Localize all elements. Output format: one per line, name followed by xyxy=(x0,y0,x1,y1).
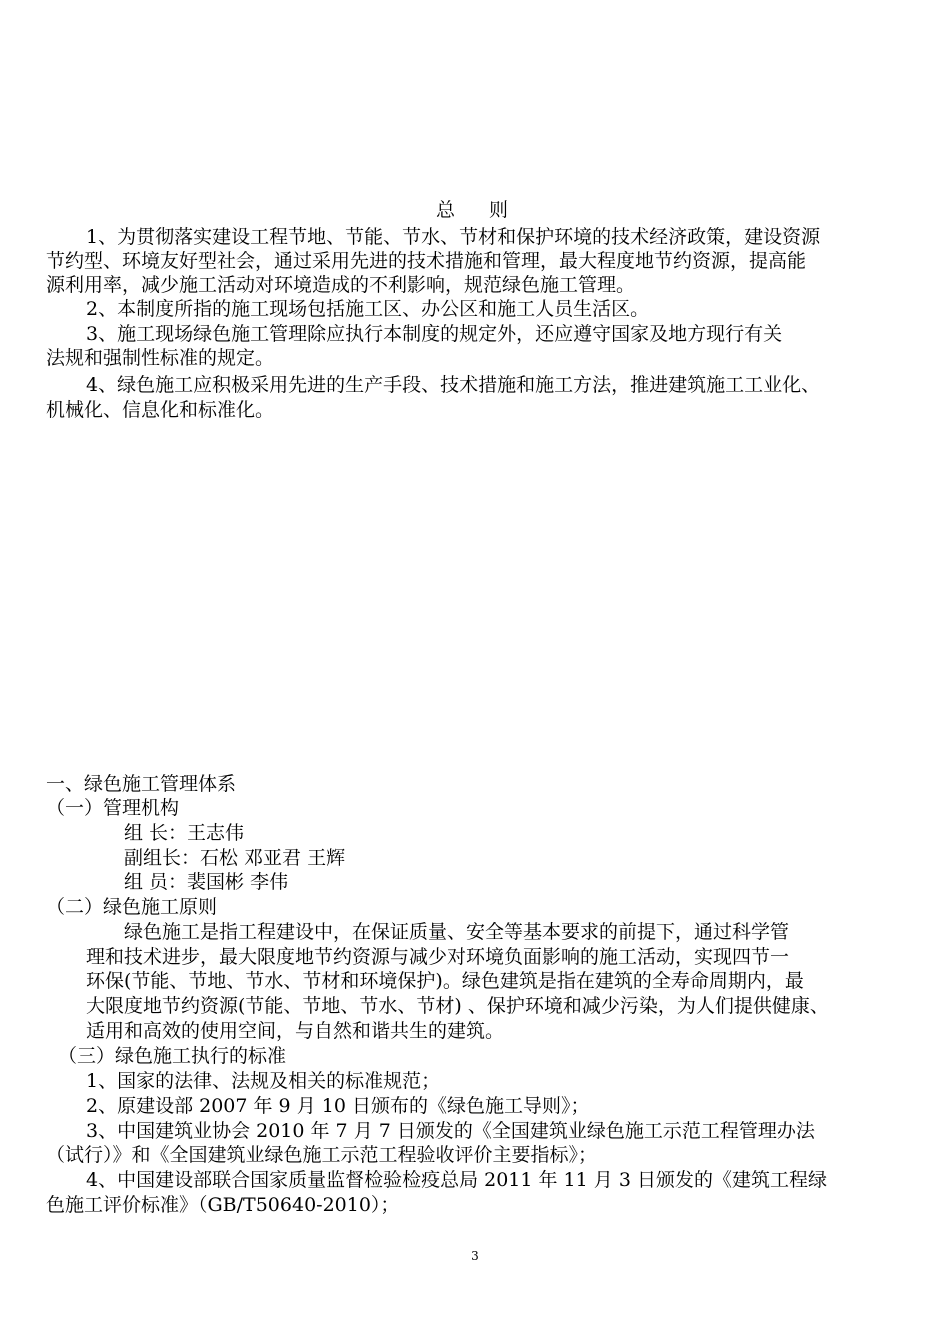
subsection-1-heading: （一）管理机构 xyxy=(46,797,180,819)
rule-1-line-3: 源利用率，减少施工活动对环境造成的不利影响，规范绿色施工管理。 xyxy=(46,274,636,296)
page-number: 3 xyxy=(471,1249,479,1263)
page-title: 总 则 xyxy=(435,199,523,221)
org-deputy-leaders: 副组长：石松 邓亚君 王辉 xyxy=(124,847,346,869)
rule-4-line-2: 机械化、信息化和标准化。 xyxy=(46,399,275,421)
standard-3-line-2: （试行）》和《全国建筑业绿色施工示范工程验收评价主要指标》； xyxy=(46,1144,598,1166)
org-leader: 组 长：王志伟 xyxy=(124,822,245,844)
principle-line-1: 绿色施工是指工程建设中，在保证质量、安全等基本要求的前提下，通过科学管 xyxy=(124,921,790,943)
principle-line-3: 环保(节能、节地、节水、节材和环境保护)。绿色建筑是指在建筑的全寿命周期内，最 xyxy=(86,970,804,992)
rule-3-line-2: 法规和强制性标准的规定。 xyxy=(46,347,275,369)
standard-4-line-2: 色施工评价标准》（GB/T50640-2010）； xyxy=(46,1194,400,1216)
standard-4-line-1: 4、中国建设部联合国家质量监督检验检疫总局 2011 年 11 月 3 日颁发的《建筑工程绿 xyxy=(86,1169,827,1191)
subsection-2-heading: （二）绿色施工原则 xyxy=(46,896,218,918)
standard-1: 1、国家的法律、法规及相关的标准规范； xyxy=(86,1070,441,1092)
rule-3-line-1: 3、施工现场绿色施工管理除应执行本制度的规定外，还应遵守国家及地方现行有关 xyxy=(86,323,783,345)
rule-1-line-1: 1、为贯彻落实建设工程节地、节能、节水、节材和保护环境的技术经济政策，建设资源 xyxy=(86,226,821,248)
section-heading: 一、绿色施工管理体系 xyxy=(46,773,237,795)
principle-line-4: 大限度地节约资源(节能、节地、节水、节材) 、保护环境和减少污染，为人们提供健康、 xyxy=(86,995,829,1017)
standard-2: 2、原建设部 2007 年 9 月 10 日颁布的《绿色施工导则》； xyxy=(86,1095,590,1117)
org-members: 组 员：裴国彬 李伟 xyxy=(124,871,289,893)
rule-4-line-1: 4、绿色施工应积极采用先进的生产手段、技术措施和施工方法，推进建筑施工工业化、 xyxy=(86,374,821,396)
rule-2: 2、本制度所指的施工现场包括施工区、办公区和施工人员生活区。 xyxy=(86,298,650,320)
subsection-3-heading: （三）绿色施工执行的标准 xyxy=(58,1045,287,1067)
standard-3-line-1: 3、中国建筑业协会 2010 年 7 月 7 日颁发的《全国建筑业绿色施工示范工程管理办法 xyxy=(86,1120,815,1142)
principle-line-2: 理和技术进步，最大限度地节约资源与减少对环境负面影响的施工活动，实现四节一 xyxy=(86,946,790,968)
rule-1-line-2: 节约型、环境友好型社会，通过采用先进的技术措施和管理，最大程度地节约资源，提高能 xyxy=(46,250,807,272)
principle-line-5: 适用和高效的使用空间，与自然和谐共生的建筑。 xyxy=(86,1020,505,1042)
